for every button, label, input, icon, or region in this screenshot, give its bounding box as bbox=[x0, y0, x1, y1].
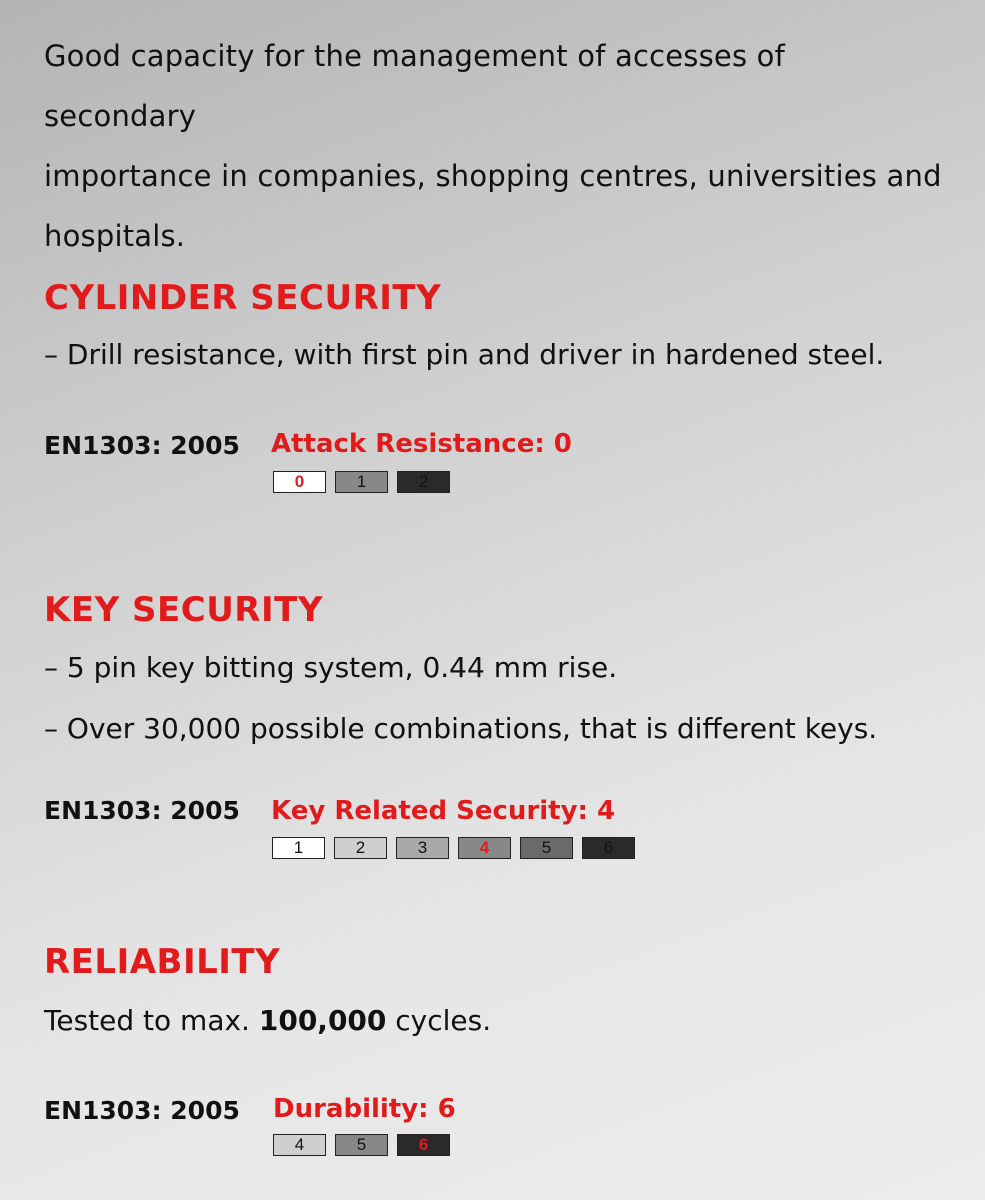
grade-box: 1 bbox=[272, 837, 325, 859]
reliability-cycles: 100,000 bbox=[258, 1004, 387, 1037]
grade-box: 6 bbox=[582, 837, 635, 859]
intro-paragraph bbox=[44, 26, 944, 266]
grade-box: 6 bbox=[397, 1134, 450, 1156]
durability-scale bbox=[273, 1134, 450, 1156]
grade-box: 1 bbox=[335, 471, 388, 493]
reliability-standard: EN1303: 2005 bbox=[44, 1096, 240, 1125]
cylinder-security-heading: CYLINDER SECURITY bbox=[44, 278, 442, 318]
reliability-heading: RELIABILITY bbox=[44, 942, 281, 982]
reliability-line bbox=[44, 1004, 491, 1037]
intro-line-3: hospitals. bbox=[44, 219, 186, 253]
cylinder-feature-line: – Drill resistance, with first pin and driver in hardened steel. bbox=[44, 338, 885, 371]
intro-line-1: Good capacity for the management of accesses of secondary bbox=[44, 39, 786, 133]
cylinder-standard: EN1303: 2005 bbox=[44, 431, 240, 460]
grade-box: 4 bbox=[273, 1134, 326, 1156]
key-feature-line-1: – 5 pin key bitting system, 0.44 mm rise. bbox=[44, 651, 618, 684]
key-related-security-scale bbox=[272, 837, 635, 859]
reliability-text-pre: Tested to max. bbox=[44, 1004, 259, 1037]
reliability-text-post: cycles. bbox=[386, 1004, 492, 1037]
grade-box: 3 bbox=[396, 837, 449, 859]
grade-box: 4 bbox=[458, 837, 511, 859]
grade-box: 0 bbox=[273, 471, 326, 493]
attack-resistance-title: Attack Resistance: 0 bbox=[271, 429, 572, 459]
grade-box: 2 bbox=[397, 471, 450, 493]
grade-box: 5 bbox=[520, 837, 573, 859]
durability-title: Durability: 6 bbox=[273, 1094, 456, 1124]
key-standard: EN1303: 2005 bbox=[44, 796, 240, 825]
key-security-heading: KEY SECURITY bbox=[44, 590, 323, 630]
attack-resistance-scale bbox=[273, 471, 450, 493]
grade-box: 5 bbox=[335, 1134, 388, 1156]
key-related-security-title: Key Related Security: 4 bbox=[271, 796, 616, 826]
grade-box: 2 bbox=[334, 837, 387, 859]
intro-line-2: importance in companies, shopping centres, universities and bbox=[44, 159, 942, 193]
key-feature-line-2: – Over 30,000 possible combinations, that is different keys. bbox=[44, 712, 878, 745]
